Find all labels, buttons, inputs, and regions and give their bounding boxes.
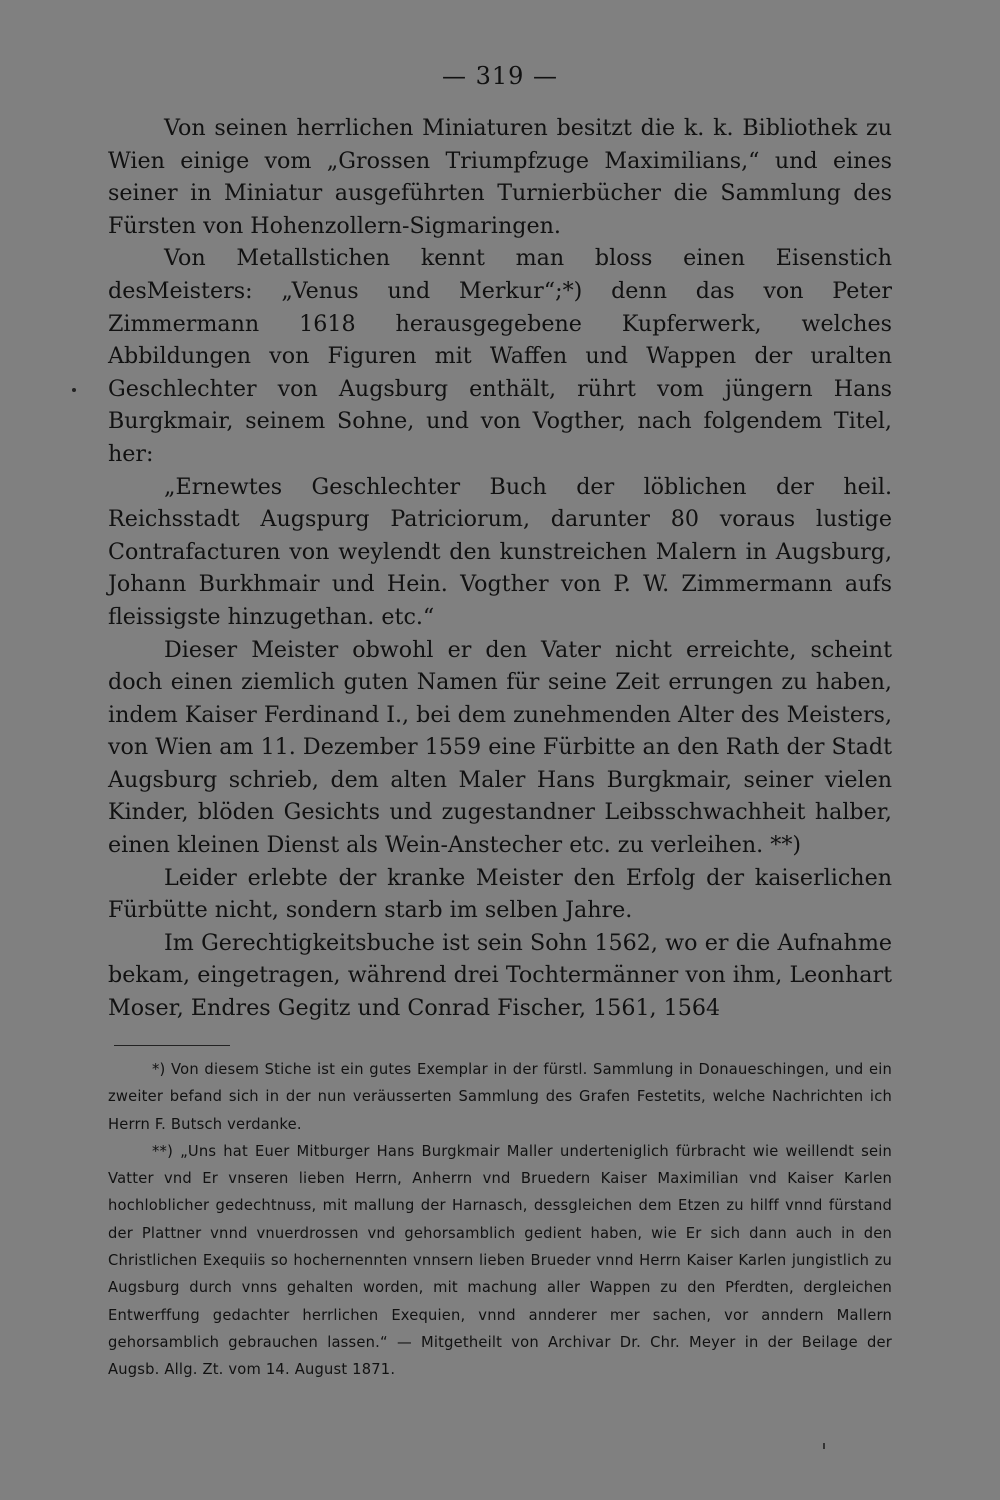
footnotes [108, 1056, 892, 1384]
body-text [108, 112, 892, 1025]
paragraph: Leider erlebte der kranke Meister den Erfolg der kaiserlichen Fürbütte nicht, sondern starb im selben Jahre. [108, 864, 892, 924]
paragraph: Von seinen herrlichen Miniaturen besitzt die k. k. Bibliothek zu Wien einige vom „Grossen Triumpfzuge Maximilians,“ und eines seiner in Miniatur ausgeführten Turnierbücher die Sammlung des Fürsten von Hohenzollern-Sigmaringen. [108, 115, 892, 239]
paragraph: Dieser Meister obwohl er den Vater nicht erreichte, scheint doch einen ziemlich guten Namen für seine Zeit errungen zu haben, indem Kaiser Ferdinand I., bei dem zunehmenden Alter des Meisters, von Wien am 11. Dezember 1559 eine Fürbitte an den Rath der Stadt Augsburg schrieb, dem alten Maler Hans Burgkmair, seiner vielen Kinder, blöden Gesichts und zugestandner Leibsschwachheit halber, einen kleinen Dienst als Wein-Anstecher etc. zu verleihen. **) [108, 636, 892, 859]
paragraph: Im Gerechtigkeitsbuche ist sein Sohn 1562, wo er die Aufnahme bekam, eingetragen, während drei Tochtermänner von ihm, Leonhart Moser, Endres Gegitz und Conrad Fischer, 1561, 1564 [108, 929, 892, 1022]
footnote-divider [114, 1045, 230, 1046]
scan-speck [823, 1443, 825, 1449]
footnote: **) „Uns hat Euer Mitburger Hans Burgkmair Maller underteniglich fürbracht wie weillendt sein Vatter vnd Er vnseren lieben Herrn, Anherrn vnd Bruedern Kaiser Maximilian vnd Kaiser Karlen hochloblicher gedechtnuss, mit mallung der Harnasch, dessgleichen dem Etzen zu hilff vnnd fürstand der Plattner vnnd vnuerdrossen vnd gehorsamblich gedient haben, wie Er sich dann auch in den Christlichen Exequiis so hochernennten vnnsern lieben Brueder vnnd Herrn Kaiser Karlen jungistlich zu Augsburg durch vnns gehalten worden, mit machung aller Wappen zu den Pferdten, dergleichen Entwerffung gedachter herrlichen Exequien, vnnd annderer mer sachen, vor anndern Mallern gehorsamblich gebrauchen lassen.“ — Mitgetheilt von Archivar Dr. Chr. Meyer in der Beilage der Augsb. Allg. Zt. vom 14. August 1871. [108, 1142, 892, 1379]
paragraph: Von Metallstichen kennt man bloss einen Eisenstich desMeisters: „Venus und Merkur“;*) denn das von Peter Zimmermann 1618 herausgegebene Kupferwerk, welches Abbildungen von Figuren mit Waffen und Wappen der uralten Geschlechter von Augsburg enthält, rührt vom jüngern Hans Burgkmair, seinem Sohne, und von Vogther, nach folgendem Titel, her: [108, 245, 892, 467]
scan-speck [72, 388, 76, 392]
footnote: *) Von diesem Stiche ist ein gutes Exemplar in der fürstl. Sammlung in Donaueschingen, und ein zweiter befand sich in der nun veräusserten Sammlung des Grafen Festetits, welche Nachrichten ich Herrn F. Butsch verdanke. [108, 1061, 892, 1133]
page-header: — 319 — [441, 62, 559, 90]
quoted-title-paragraph: „Ernewtes Geschlechter Buch der löblichen der heil. Reichsstadt Augspurg Patriciorum, darunter 80 voraus lustige Contrafacturen von weylendt den kunstreichen Malern in Augsburg, Johann Burkhmair und Hein. Vogther von P. W. Zimmermann aufs fleissigste hinzugethan. etc.“ [108, 473, 892, 630]
